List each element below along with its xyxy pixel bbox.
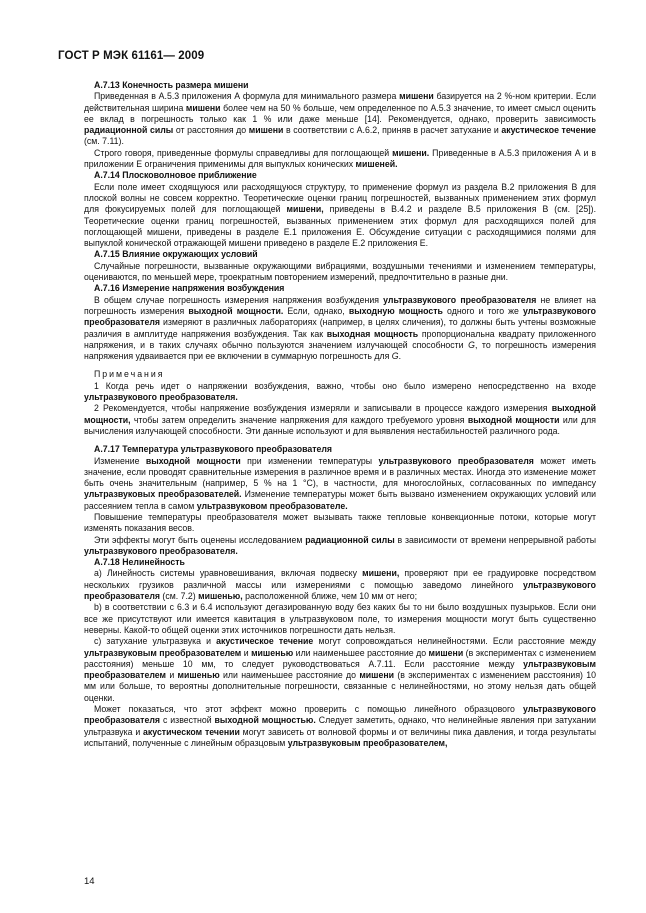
bold-term: выходной мощности (467, 414, 560, 425)
text-run: от расстояния до (173, 125, 249, 136)
text-run: в зависимости от времени непрерывной работы (394, 534, 596, 545)
text-run: (в экспериментах с изменением расстояния) 10 мм или больше, то вероятны дополнительные погрешности, связанные с нелинейностями, но этому нельзя дать общей оценки. (84, 670, 597, 703)
bold-term: мишени, (362, 568, 400, 579)
paragraph (84, 602, 596, 636)
document-body (84, 80, 596, 749)
bold-term: мишени (359, 670, 395, 681)
paragraph (84, 148, 596, 171)
bold-term: выходной мощности. (188, 305, 284, 316)
italic-symbol: G (468, 339, 475, 350)
text-run: расположенной ближе, чем 10 мм от него; (242, 591, 417, 602)
paragraph (84, 535, 596, 558)
text-run: одного и того же (442, 305, 523, 316)
text-run: или наименьшее расстояние до (293, 647, 429, 658)
text-run: чтобы затем определить значение напряжения для каждого требуемого уровня (130, 414, 468, 425)
section-heading: А.7.18 Нелинейность (94, 557, 185, 568)
text-run: 1 Когда речь идет о напряжении возбуждения, важно, чтобы оно было измерено непосредственно на входе (94, 380, 596, 391)
text-run: Следует заметить, однако, что нелинейные явления при затухании ультразвука и (84, 715, 596, 737)
bold-term: радиационной силы (84, 125, 174, 136)
notes-title: Примечания (94, 369, 165, 380)
bold-term: ультразвукового преобразователя (84, 704, 596, 726)
bold-term: ультразвуковым преобразователем, (287, 737, 448, 748)
paragraph (84, 512, 596, 535)
bold-term: мишени (399, 91, 434, 102)
text-run: В общем случае погрешность измерения напряжения возбуждения (94, 294, 384, 305)
text-run: могут зависеть от волновой формы и от величины пика давления, и тогда результаты испытаний, полученные с линейным образцовым (84, 726, 596, 748)
text-run: проверяют при ее градуировке посредством нескольких грузиков различной массы или измерениями с помощью заведомо линейного (84, 568, 596, 590)
bold-term: ультразвукового преобразователя (84, 579, 596, 602)
bold-term: ультразвукового преобразователя. (84, 392, 238, 403)
bold-term: ультразвукового преобразователя (84, 305, 596, 328)
bold-term: акустическое течение (216, 636, 314, 647)
bold-term: мишеней. (355, 159, 398, 170)
note (84, 381, 596, 404)
text-run: Строго говоря, приведенные формулы справедливы для поглощающей (94, 147, 393, 158)
text-run: Повышение температуры преобразователя может вызывать также тепловые конвекционные потоки, которые могут изменять показания весов. (84, 511, 596, 534)
section-heading: А.7.14 Плосковолновое приближение (94, 170, 257, 181)
text-run: . (398, 351, 402, 362)
text-run: Случайные погрешности, вызванные окружающими вибрациями, воздушными течениями и изменением температуры, оцениваются, по меньшей мере, троекратным повторением измерений, предпочтительно в разные дни. (84, 260, 596, 283)
paragraph (84, 704, 596, 749)
text-run: с известной (160, 715, 215, 726)
paragraph (84, 456, 596, 512)
note (84, 403, 596, 437)
bold-term: выходной мощностью. (214, 715, 316, 726)
text-run: приведены в В.4.2 и разделе В.5 приложения В (см. [25]). Теоретические оценки границ погрешностей, вызванных применением этих формул для расходящихся полей для поглощающей мишени, приведены в разделе Е.1 приложения Е. Обсуждение ситуации с расходящимися полями для выпуклой конической отражающей мишени приведено в разделе Е.2 приложения Е. (84, 204, 597, 249)
page-number: 14 (84, 876, 95, 887)
text-run: Может показаться, что этот эффект можно проверить с помощью линейного образцового (94, 704, 523, 715)
bold-term: ультразвуковым преобразователем (84, 647, 242, 658)
text-run: и (241, 647, 252, 658)
text-run: может иметь значение, если проводят сравнительные измерения в различное время и в различных местах. Иногда это изменение может быть очень значительным (например, 5 % на 1 °С), в частности, для многослойных, согласованных по импедансу (84, 455, 596, 489)
italic-symbol: G (391, 351, 399, 362)
paragraph (84, 261, 596, 284)
bold-term: мишенью, (198, 591, 243, 602)
bold-term: акустическое течение (501, 125, 596, 136)
text-run: Эти эффекты могут быть оценены исследованием (94, 534, 306, 545)
text-run: базируется на 2 %-ном критерии. Если действительная ширина (84, 91, 596, 113)
bold-term: выходной мощности (145, 455, 241, 466)
bold-term: мишени, (286, 204, 324, 215)
text-run: могут сопровождаться нелинейностями. Если расстояние между (313, 636, 596, 647)
text-run: или для вычисления излучающей способности. Эти данные используют и для выявления нестабильностей различного рода. (84, 414, 596, 436)
bold-term: ультразвуковом преобразователе. (196, 500, 348, 511)
bold-term: выходной мощности, (84, 403, 596, 425)
bold-term: ультразвукового преобразователя (383, 294, 537, 305)
paragraph (84, 182, 596, 250)
bold-term: выходную мощность (348, 305, 443, 316)
text-run: измеряют в различных лабораториях (например, в целях сличения), то должны быть учтены возможные различия в амплитуде напряжения возбуждения. Так как (84, 317, 596, 339)
bold-term: ультразвукового преобразователя. (84, 545, 238, 556)
text-run: не влияет на погрешность измерения (84, 294, 596, 316)
bold-term: ультразвуковых преобразователей. (84, 489, 242, 500)
bold-term: мишени. (392, 147, 430, 158)
text-run: с) затухание ультразвука и (94, 636, 217, 647)
paragraph (84, 636, 596, 704)
text-run: в соответствии с А.6.2, приняв в расчет затухание и (283, 125, 502, 136)
text-run: 2 Рекомендуется, чтобы напряжение возбуждения измеряли и записывали в процессе каждого измерения (94, 403, 552, 414)
bold-term: мишени (248, 125, 284, 136)
text-run: а) Линейность системы уравновешивания, включая подвеску (94, 568, 363, 579)
bold-term: радиационной силы (305, 534, 395, 545)
text-run: или наименьшее расстояние до (219, 670, 360, 681)
paragraph (84, 295, 596, 363)
bold-term: акустическом течении (143, 726, 240, 737)
text-run: (см. 7.11). (84, 136, 124, 147)
text-run: (в экспериментах с изменением расстояния) меньше 10 мм, то следует руководствоваться А.7.11. Если расстояние между (84, 647, 597, 669)
bold-term: ультразвуковым преобразователем (84, 658, 596, 681)
text-run: (см. 7.2) (160, 591, 199, 602)
text-run: и (166, 670, 178, 681)
text-run: более чем на 50 % больше, чем определенное по А.5.3 значение, то имеет смысл оценить ее вклад в погрешность только как 1 % или даже меньше [14]. Рекомендуется, однако, проверить зависимость (84, 102, 596, 124)
bold-term: выходная мощность (326, 328, 419, 339)
text-run: b) в соответствии с 6.3 и 6.4 используют дегазированную воду без каких бы то ни было воздушных пузырьков. Если они все же присутствуют или имеется кавитация в ультразвуковом поле, то измерения мощности могут быть существенно неверны. Какой-то общей оценки этих источников погрешности дать нельзя. (84, 602, 596, 635)
section-heading: А.7.13 Конечность размера мишени (94, 80, 249, 90)
text-run: Изменение (94, 455, 146, 466)
section-heading: А.7.15 Влияние окружающих условий (94, 249, 258, 260)
bold-term: мишенью (251, 647, 294, 658)
text-run: Если поле имеет сходящуюся или расходящуюся структуру, то применение формул из раздела В.2 приложения В для плоской волны не совсем корректно. Теоретические оценки границ погрешностей, вызванных применением этих формул для фокусируемых полей для поглощающей (84, 181, 596, 215)
bold-term: ультразвукового преобразователя (378, 455, 534, 466)
page-header: ГОСТ Р МЭК 61161— 2009 (58, 50, 205, 62)
bold-term: мишенью (177, 670, 220, 681)
paragraph (84, 91, 596, 147)
bold-term: мишени (185, 102, 221, 113)
section-heading: А.7.16 Измерение напряжения возбуждения (94, 283, 285, 294)
text-run: Приведенные в А.5.3 приложения А и в приложении Е ограничения применимы для выпуклых конических (84, 147, 596, 170)
text-run: пропорциональна квадрату приложенного напряжения, и в таких случаях обычно пользуются значением излучающей способности (84, 328, 596, 350)
text-run: при изменении температуры (240, 455, 379, 466)
text-run: Приведенная в А.5.3 приложения А формула для минимального размера (94, 91, 400, 102)
section-heading: А.7.17 Температура ультразвукового преобразователя (94, 444, 333, 455)
paragraph (84, 568, 596, 602)
bold-term: мишени (428, 647, 464, 658)
text-run: , то погрешность измерения напряжения удваивается при ее включении в суммарную погрешность для (84, 339, 596, 362)
text-run: Изменение температуры может быть вызвано изменением окружающих условий или рассеянием тепла в самом (84, 489, 596, 511)
text-run: Если, однако, (283, 305, 349, 316)
